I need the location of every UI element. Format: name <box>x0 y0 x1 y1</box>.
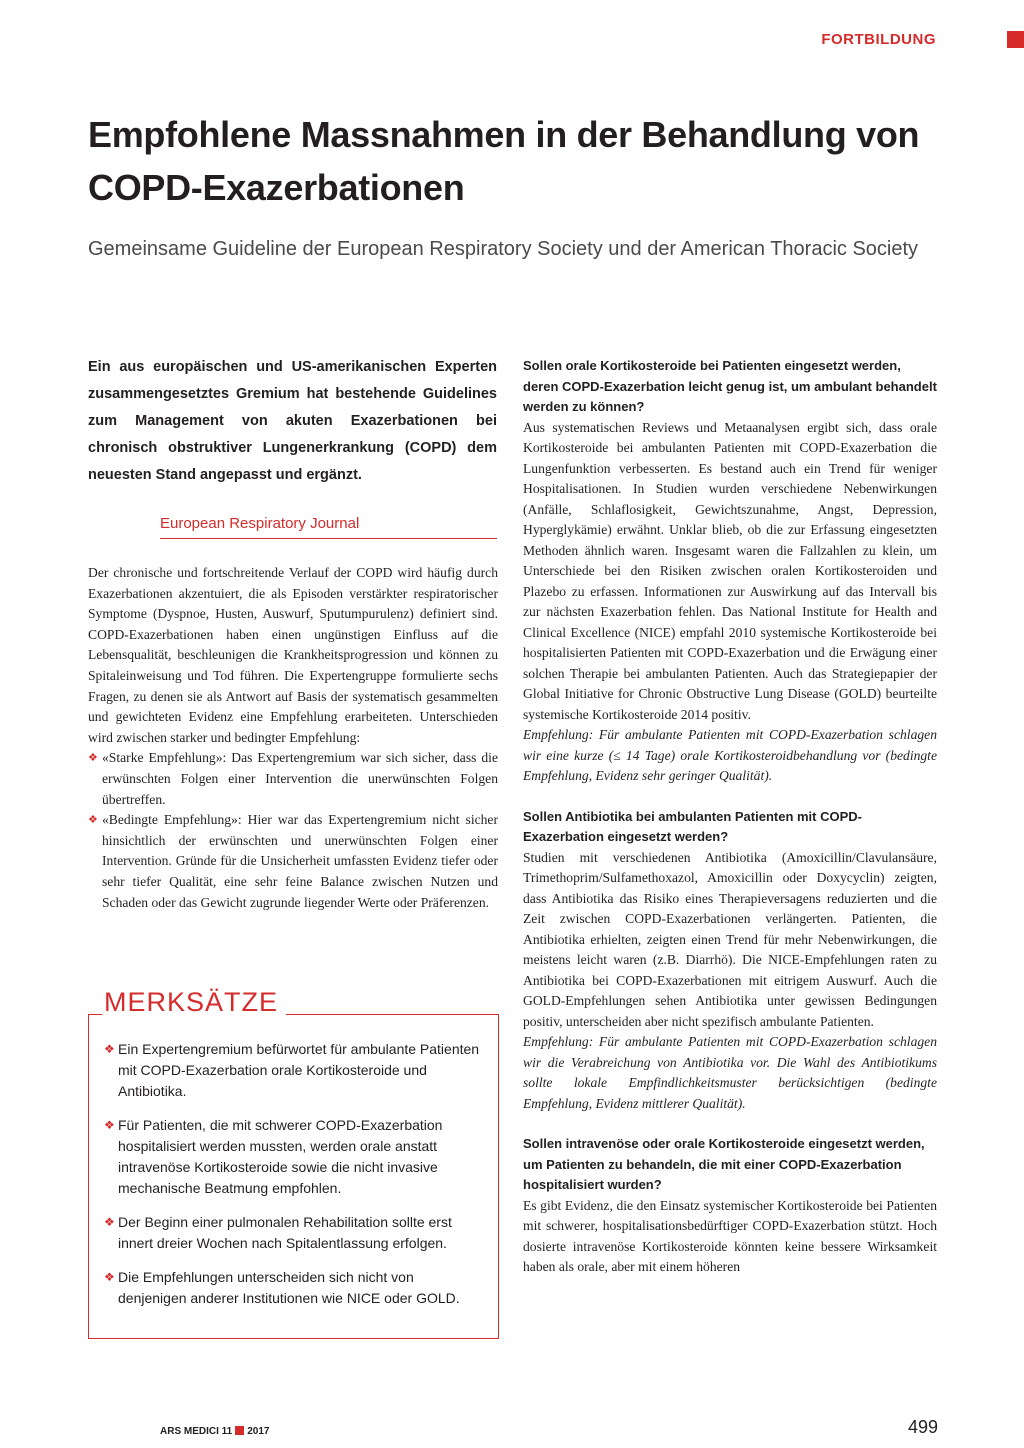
list-item: ❖ Die Empfehlungen unterscheiden sich nicht von denjenigen anderer Institutionen wie NICE oder GOLD. <box>104 1269 460 1306</box>
article-subtitle: Gemeinsame Guideline der European Respiratory Society und der American Thoracic Society <box>88 238 919 260</box>
merksaetze-border-right <box>270 1014 498 1015</box>
diamond-bullet-icon: ❖ <box>88 814 98 827</box>
section-heading: Sollen Antibiotika bei ambulanten Patienten mit COPD-Exazerbation eingesetzt werden? <box>523 808 862 844</box>
section-body: Studien mit verschiedenen Antibiotika (Amoxicillin/Clavulansäure, Trimethoprim/Sulfamethoxazol, Amoxicillin oder Doxycyclin) zeigten, dass Antibiotika das Risiko eines Therapieversagens reduzierten und die Zeit zwischen COPD-Exazerbationen verlängerten. Patienten, die Antibiotika erhielten, zeigten einen Trend für mehr Nebenwirkungen, die meistens leicht waren (z.B. Diarrhö). Die NICE-Empfehlungen raten zu Antibiotika bei COPD-Exazerbationen mit eitrigem Auswurf. Auch die GOLD-Empfehlungen sehen Antibiotika unter gewissen Bedingungen positiv, unterscheiden aber nicht spezifisch ambulante Patienten. <box>523 849 937 1029</box>
list-item: ❖ «Bedingte Empfehlung»: Hier war das Expertengremium nicht sicher hinsichtlich der erwünschten und unerwünschten Folgen einer Intervention. Gründe für die Unsicherheit umfassten Evidenz tiefer oder sehr tiefer Qualität, eine sehr feine Balance zwischen Nutzen und Schaden oder das Gewicht zugrunde liegender Werte oder Präferenzen. <box>88 812 498 910</box>
lead-paragraph: Ein aus europäischen und US-amerikanischen Experten zusammengesetztes Gremium hat bestehende Guidelines zum Management von akuten Exazerbationen bei chronisch obstruktiver Lungenerkrankung (COPD) dem neuesten Stand angepasst und ergänzt. <box>88 359 497 483</box>
right-column <box>523 356 937 1278</box>
list-item: ❖ Für Patienten, die mit schwerer COPD-Exazerbation hospitalisiert werden mussten, werden orale anstatt intravenöse Kortikosteroide sowie die nicht invasive mechanische Beatmung empfohlen. <box>104 1117 443 1196</box>
section-body: Es gibt Evidenz, die den Einsatz systemischer Kortikosteroide bei Patienten mit schwerer, hospitalisationsbedürftiger COPD-Exazerbation stützt. Hoch dosierte intravenöse Kortikosteroide könnten keine bessere Wirksamkeit haben als orale, aber mit einem höheren <box>523 1197 937 1274</box>
recommendation-text: Empfehlung: Für ambulante Patienten mit COPD-Exazerbation schlagen wir eine kurze (≤ 14 Tage) orale Kortikosteroidbehandlung vor (bedingte Empfehlung, Evidenz sehr geringer Qualität). <box>523 727 937 783</box>
recommendation-types-list <box>88 748 498 913</box>
left-column-body <box>88 563 498 913</box>
recommendation-text: Empfehlung: Für ambulante Patienten mit COPD-Exazerbation schlagen wir die Verabreichung von Antibiotika vor. Die Wahl des Antibiotikums sollte lokale Empfindlichkeitsmuster berücksichtigen (bedingte Empfehlung, Evidenz mittlerer Qualität). <box>523 1034 937 1111</box>
merksaetze-title: MERKSÄTZE <box>104 987 286 1018</box>
footer-journal-name: ARS MEDICI 11 <box>160 1426 233 1437</box>
merksaetze-border-left <box>88 1014 102 1015</box>
section-heading: Sollen orale Kortikosteroide bei Patienten eingesetzt werden, deren COPD-Exazerbation leicht genug ist, um ambulant behandelt werden zu können? <box>523 358 937 414</box>
diamond-bullet-icon: ❖ <box>104 1215 115 1229</box>
footer-journal <box>160 1426 270 1437</box>
footer-year: 2017 <box>247 1426 270 1437</box>
article-title: Empfohlene Massnahmen in der Behandlung von COPD-Exazerbationen <box>88 114 920 208</box>
list-item: ❖ Der Beginn einer pulmonalen Rehabilitation sollte erst innert dreier Wochen nach Spitalentlassung erfolgen. <box>104 1214 452 1251</box>
section-body: Aus systematischen Reviews und Metaanalysen ergibt sich, dass orale Kortikosteroide bei ambulanten Patienten mit COPD-Exazerbation die Lungenfunktion verbesserten. Es bestand auch ein Trend für weniger Hospitalisationen. In Studien wurden verschiedene Nebenwirkungen (Anfälle, Schlaflosigkeit, Gewichtszunahme, Angst, Depression, Hyperglykämie) erwähnt. Unklar blieb, ob die zur Erfassung eingesetzten Methoden ähnlich waren. Insgesamt waren die Fallzahlen zu klein, um Unterschiede bei den Risiken zwischen oralen Kortikosteroiden und Plazebo zu erfassen. Informationen zur Auswirkung auf das Intervall bis zur nächsten Exazerbation fehlen. Das National Institute for Health and Clinical Excellence (NICE) empfahl 2010 systemische Kortikosteroide bei hospitalisierten Patienten mit COPD-Exazerbation und die Erwägung einer solchen Therapie bei ambulanten Patienten. Auch das Strategiepapier der Global Initiative for Chronic Obstructive Lung Disease (GOLD) beurteilte systemische Kortikosteroide 2014 positiv. <box>523 419 937 722</box>
intro-paragraph: Der chronische und fortschreitende Verlauf der COPD wird häufig durch Exazerbationen akzentuiert, die als Episoden verstärkter respiratorischer Symptome (Dyspnoe, Husten, Auswurf, Sputumpurulenz) definiert sind. COPD-Exazerbationen haben einen ungünstigen Einfluss auf die Lebensqualität, beschleunigen die Krankheitsprogression und können zu Spitaleinweisung und Tod führen. Die Expertengruppe formulierte sechs Fragen, zu denen sie als Antwort auf Basis der systematisch gesammelten und gewichteten Evidenz eine Empfehlung erarbeiteten. Unterschieden wird zwischen starker und bedingter Empfehlung: <box>88 565 498 745</box>
list-item: ❖ «Starke Empfehlung»: Das Expertengremium war sich sicher, dass die erwünschten Folgen einer Intervention die unerwünschten Folgen übertreffen. <box>88 750 498 807</box>
diamond-bullet-icon: ❖ <box>104 1118 115 1132</box>
section-marker <box>1007 31 1024 48</box>
section-label: FORTBILDUNG <box>821 31 936 48</box>
page-number: 499 <box>907 1417 938 1437</box>
merksaetze-list <box>104 1039 484 1322</box>
list-item: ❖ Ein Expertengremium befürwortet für ambulante Patienten mit COPD-Exazerbation orale Kortikosteroide und Antibiotika. <box>104 1041 480 1099</box>
diamond-bullet-icon: ❖ <box>88 752 98 765</box>
footer-marker <box>235 1426 244 1435</box>
diamond-bullet-icon: ❖ <box>104 1042 115 1056</box>
section-heading: Sollen intravenöse oder orale Kortikosteroide eingesetzt werden, um Patienten zu behandeln, die mit einer COPD-Exazerbation hospitalisiert wurden? <box>523 1136 925 1192</box>
diamond-bullet-icon: ❖ <box>104 1270 115 1284</box>
source-label: European Respiratory Journal <box>160 515 497 539</box>
